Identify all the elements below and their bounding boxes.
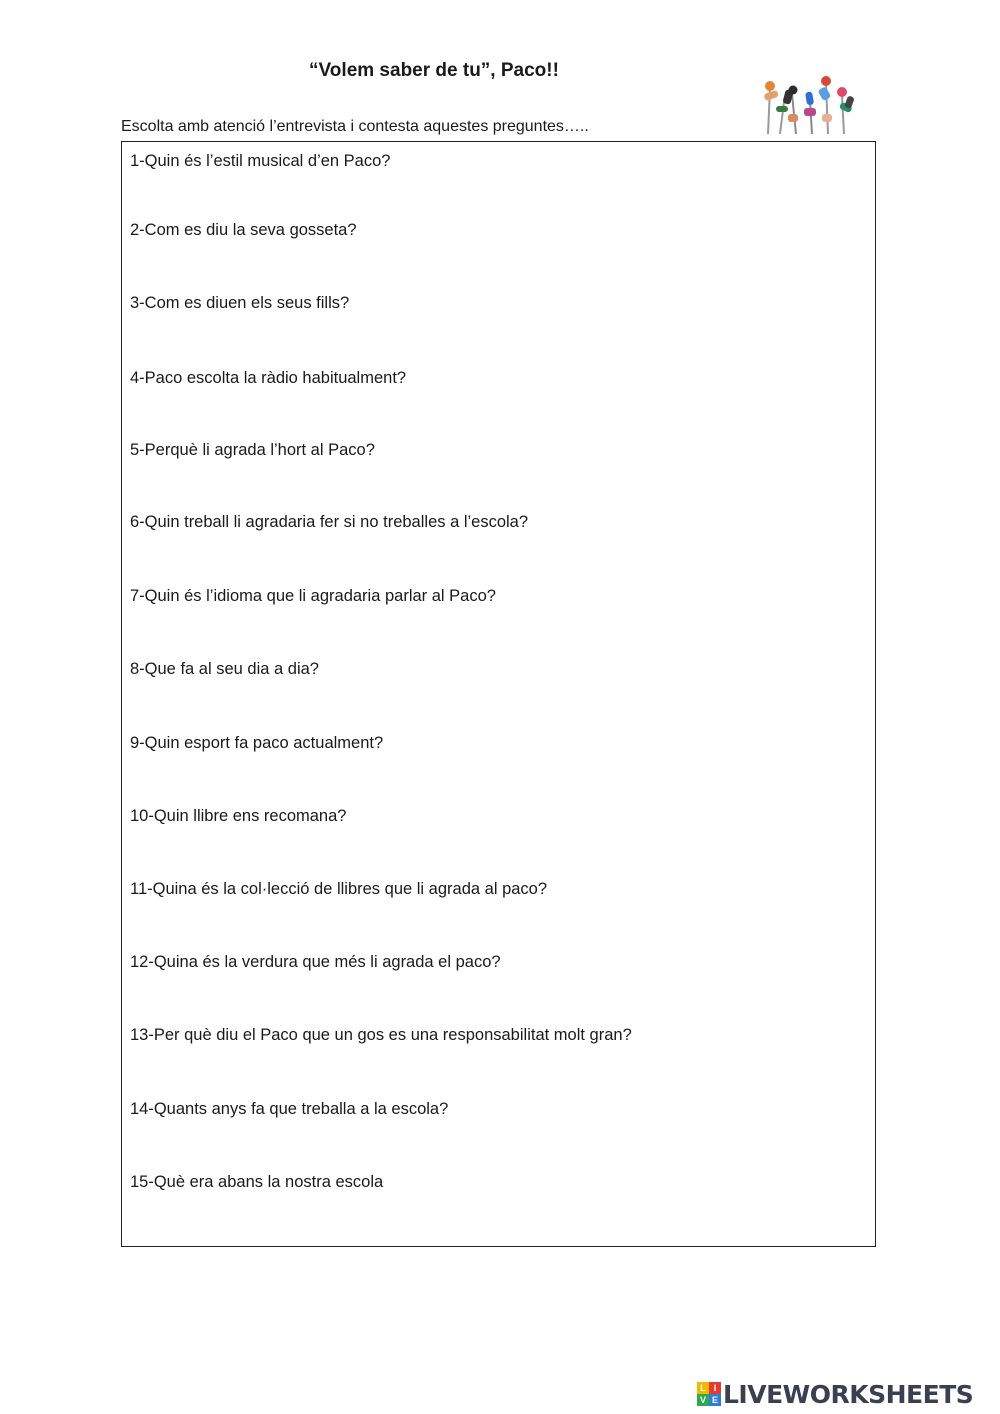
question-12: 12-Quina és la verdura que més li agrada el paco? [130, 953, 501, 971]
logo-mark-letter: V [697, 1394, 709, 1406]
question-15: 15-Què era abans la nostra escola [130, 1173, 384, 1191]
question-14: 14-Quants anys fa que treballa a la escola? [130, 1100, 449, 1118]
question-7: 7-Quin és l’idioma que li agradaria parlar al Paco? [130, 587, 496, 605]
question-13: 13-Per què diu el Paco que un gos es una responsabilitat molt gran? [130, 1026, 632, 1044]
logo-mark-letter: I [709, 1382, 721, 1394]
logo-text: LIVEWORKSHEETS [723, 1379, 974, 1409]
liveworksheets-logo [697, 1380, 973, 1408]
microphones-interview-icon [760, 74, 856, 136]
question-1: 1-Quin és l’estil musical d’en Paco? [130, 152, 391, 170]
question-8: 8-Que fa al seu dia a dia? [130, 660, 319, 678]
instruction-text: Escolta amb atenció l’entrevista i contesta aquestes preguntes….. [121, 118, 589, 135]
question-5: 5-Perquè li agrada l’hort al Paco? [130, 441, 375, 459]
page-title: “Volem saber de tu”, Paco!! [309, 60, 559, 81]
question-3: 3-Com es diuen els seus fills? [130, 294, 350, 312]
liveworksheets-mark-icon [697, 1382, 721, 1406]
question-9: 9-Quin esport fa paco actualment? [130, 734, 384, 752]
logo-mark-letter: L [697, 1382, 709, 1394]
questions-box [121, 141, 876, 1247]
question-11: 11-Quina és la col·lecció de llibres que li agrada al paco? [130, 880, 548, 898]
question-6: 6-Quin treball li agradaria fer si no treballes a l’escola? [130, 513, 529, 531]
question-10: 10-Quin llibre ens recomana? [130, 807, 347, 825]
question-2: 2-Com es diu la seva gosseta? [130, 221, 357, 239]
logo-mark-letter: E [709, 1394, 721, 1406]
question-4: 4-Paco escolta la ràdio habitualment? [130, 369, 407, 387]
